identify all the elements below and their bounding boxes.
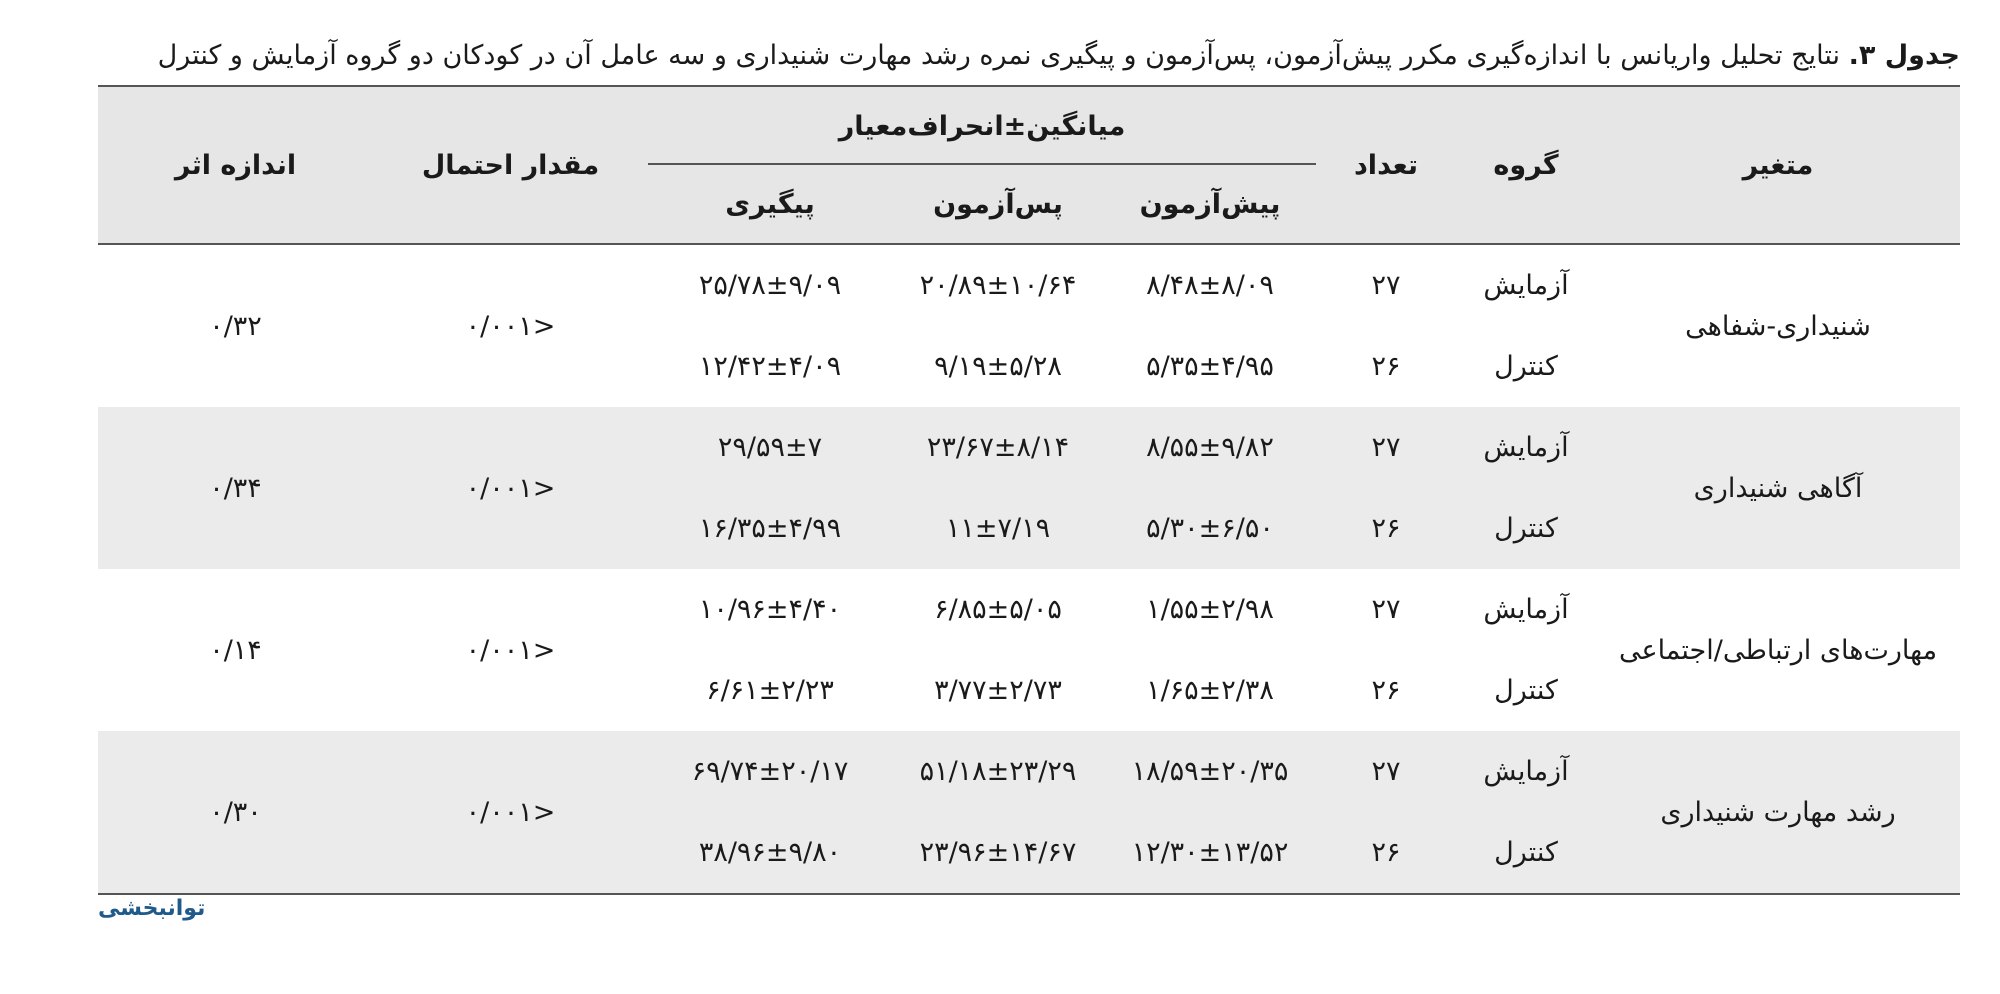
cell-p-value: <۰/۰۰۱: [465, 310, 556, 342]
header-effect-size: اندازه اثر: [174, 149, 297, 181]
cell-followup: ۲۹/۵۹±۷: [648, 407, 892, 488]
cell-effect-size: ۰/۳۴: [98, 407, 373, 569]
results-table: [98, 85, 1960, 895]
cell-posttest: ۲۳/۶۷±۸/۱۴: [892, 407, 1104, 488]
table-row: [98, 407, 1960, 488]
table-row: [98, 244, 1960, 326]
cell-group: کنترل: [1456, 812, 1596, 894]
header-group: گروه: [1493, 149, 1559, 181]
header-posttest: پس‌آزمون: [933, 188, 1063, 220]
caption-text: نتایج تحلیل واریانس با اندازه‌گیری مکرر پیش‌آزمون، پس‌آزمون و پیگیری نمره رشد مهارت شنیداری و سه عامل آن در کودکان دو گروه آزمایش و کنترل: [157, 40, 1849, 71]
cell-posttest: ۲۰/۸۹±۱۰/۶۴: [919, 270, 1077, 301]
cell-count: ۲۶: [1316, 812, 1456, 894]
cell-effect-size: ۰/۱۴: [209, 634, 262, 666]
cell-effect-size: ۰/۳۲: [209, 310, 262, 342]
cell-group: آزمایش: [1483, 594, 1569, 625]
cell-posttest: ۹/۱۹±۵/۲۸: [934, 351, 1062, 382]
cell-variable: رشد مهارت شنیداری: [1596, 731, 1960, 894]
cell-posttest: ۱۱±۷/۱۹: [892, 488, 1104, 569]
cell-group: کنترل: [1494, 351, 1558, 382]
cell-count: ۲۷: [1371, 594, 1401, 625]
cell-group: کنترل: [1494, 675, 1558, 706]
cell-pretest: ۱۸/۵۹±۲۰/۳۵: [1104, 731, 1316, 812]
header-mean-sd: میانگین±انحراف‌معیار: [648, 86, 1316, 165]
cell-variable: مهارت‌های ارتباطی/اجتماعی: [1618, 634, 1938, 666]
cell-p-value: <۰/۰۰۱: [373, 407, 648, 569]
cell-pretest: ۵/۳۰±۶/۵۰: [1104, 488, 1316, 569]
cell-followup: ۱۰/۹۶±۴/۴۰: [698, 594, 842, 625]
cell-posttest: ۳/۷۷±۲/۷۳: [934, 675, 1062, 706]
cell-variable: شنیداری-شفاهی: [1685, 310, 1871, 342]
cell-posttest: ۲۳/۹۶±۱۴/۶۷: [892, 812, 1104, 894]
cell-variable: آگاهی شنیداری: [1596, 407, 1960, 569]
cell-group: آزمایش: [1456, 731, 1596, 812]
table-row: [98, 569, 1960, 650]
cell-followup: ۱۲/۴۲±۴/۰۹: [698, 351, 842, 382]
table-caption: [98, 36, 1960, 76]
header-count: تعداد: [1353, 149, 1419, 181]
cell-count: ۲۶: [1316, 488, 1456, 569]
cell-followup: ۳۸/۹۶±۹/۸۰: [648, 812, 892, 894]
cell-posttest: ۵۱/۱۸±۲۳/۲۹: [892, 731, 1104, 812]
cell-followup: ۶۹/۷۴±۲۰/۱۷: [648, 731, 892, 812]
cell-count: ۲۷: [1316, 731, 1456, 812]
cell-count: ۲۷: [1316, 407, 1456, 488]
cell-effect-size: ۰/۳۰: [98, 731, 373, 894]
header-variable: متغیر: [1742, 149, 1814, 181]
cell-p-value: <۰/۰۰۱: [465, 634, 556, 666]
cell-pretest: ۱/۵۵±۲/۹۸: [1146, 594, 1274, 625]
cell-p-value: <۰/۰۰۱: [373, 731, 648, 894]
cell-group: آزمایش: [1483, 270, 1569, 301]
cell-pretest: ۱/۶۵±۲/۳۸: [1146, 675, 1274, 706]
cell-pretest: ۸/۵۵±۹/۸۲: [1104, 407, 1316, 488]
cell-group: کنترل: [1456, 488, 1596, 569]
cell-pretest: ۵/۳۵±۴/۹۵: [1146, 351, 1274, 382]
cell-followup: ۱۶/۳۵±۴/۹۹: [648, 488, 892, 569]
caption-label: جدول ۳.: [1848, 40, 1960, 71]
cell-followup: ۶/۶۱±۲/۲۳: [706, 675, 834, 706]
cell-group: آزمایش: [1456, 407, 1596, 488]
cell-pretest: ۸/۴۸±۸/۰۹: [1146, 270, 1274, 301]
cell-pretest: ۱۲/۳۰±۱۳/۵۲: [1104, 812, 1316, 894]
cell-count: ۲۷: [1371, 270, 1401, 301]
header-pretest: پیش‌آزمون: [1139, 188, 1281, 220]
cell-count: ۲۶: [1371, 351, 1401, 382]
table-row: [98, 731, 1960, 812]
header-p-value: مقدار احتمال: [421, 149, 600, 181]
header-followup: پیگیری: [725, 188, 815, 220]
cell-followup: ۲۵/۷۸±۹/۰۹: [698, 270, 842, 301]
journal-logo: توانبخشی: [98, 896, 206, 921]
cell-count: ۲۶: [1371, 675, 1401, 706]
cell-posttest: ۶/۸۵±۵/۰۵: [934, 594, 1062, 625]
